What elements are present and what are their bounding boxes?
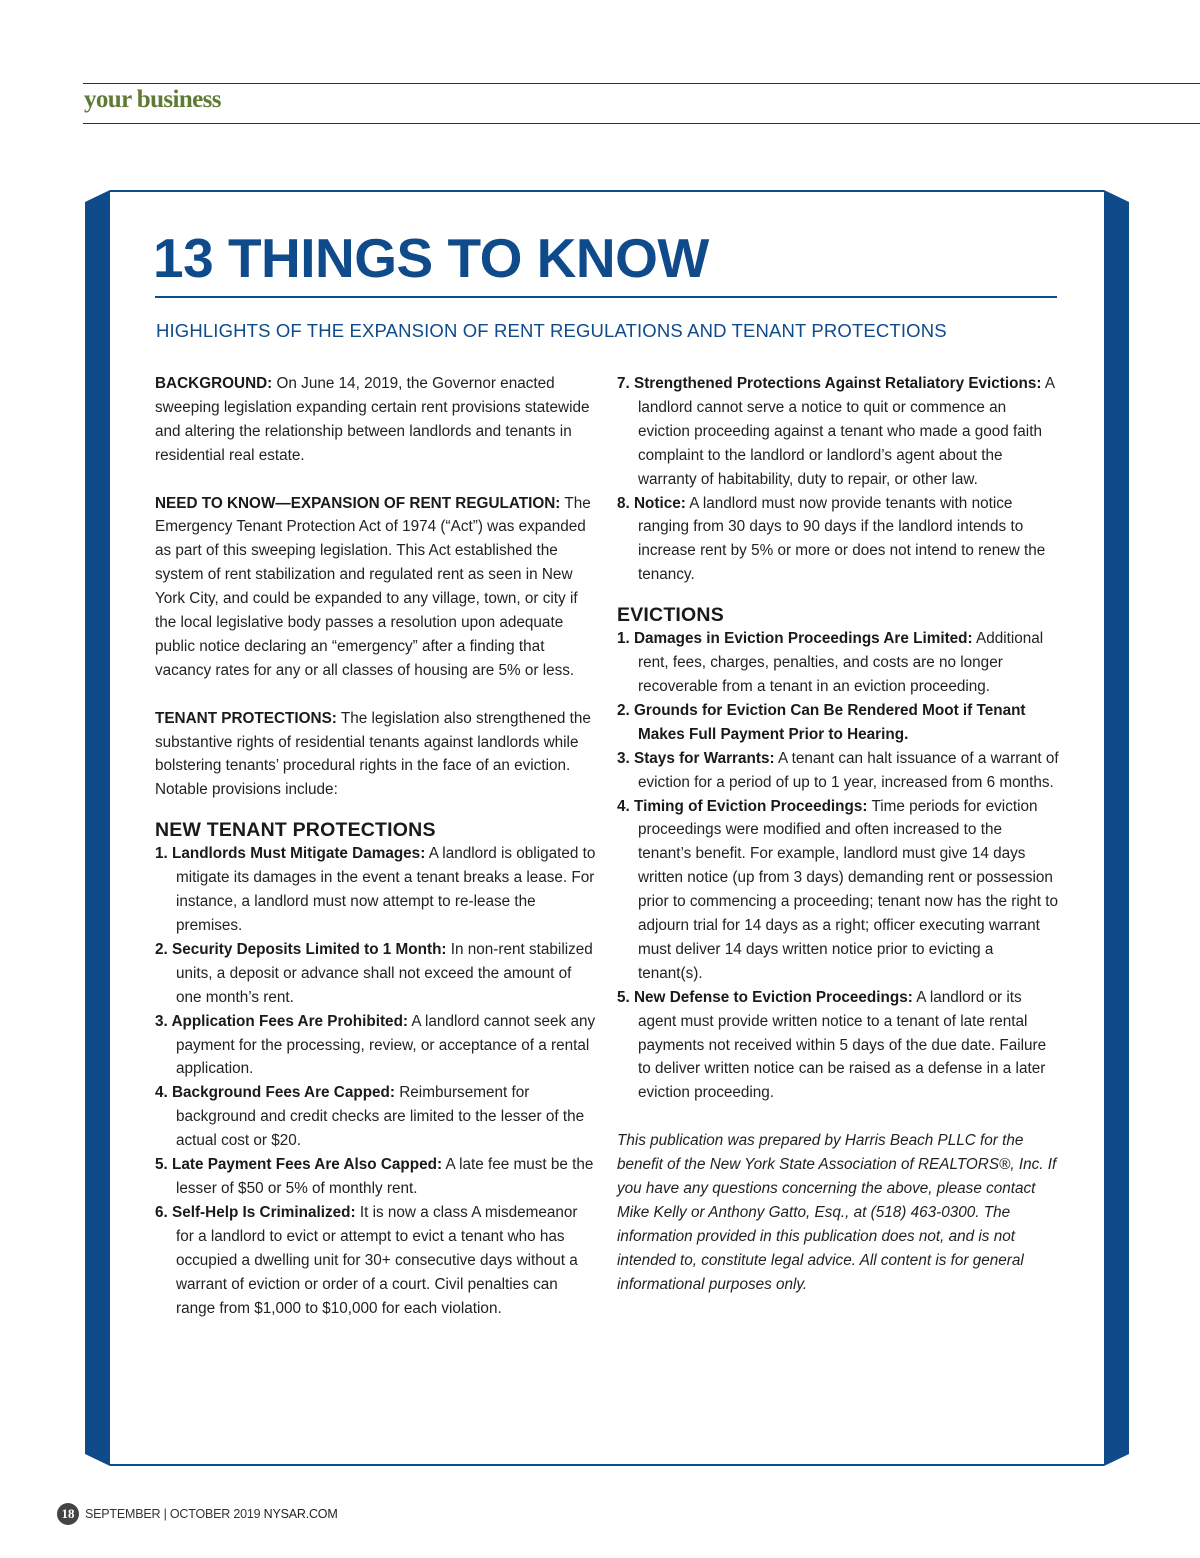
header-rule-top bbox=[83, 83, 1200, 84]
list-item-label: 2. Grounds for Eviction Can Be Rendered Moot if Tenant Makes Full Payment Prior to Hearing. bbox=[617, 701, 1026, 743]
list-item bbox=[617, 372, 1059, 492]
list-item-text: A landlord cannot serve a notice to quit or commence an eviction proceeding against a tenant who made a good faith complaint to the landlord or landlord’s agent about the warranty of habitability, duty to repair, or other law. bbox=[638, 375, 1055, 488]
list-item-label: 6. Self-Help Is Criminalized: bbox=[155, 1203, 356, 1221]
header-rule-bottom bbox=[83, 123, 1200, 124]
list-item bbox=[155, 1081, 597, 1153]
list-item-label: 1. Landlords Must Mitigate Damages: bbox=[155, 845, 426, 863]
page-number: 18 bbox=[57, 1503, 79, 1525]
disclaimer-note: This publication was prepared by Harris Beach PLLC for the benefit of the New York State Association of REALTORS®, Inc. If you have any questions concerning the above, please contact Mike Kelly or Anthony Gatto, Esq., at (518) 463-0300. The information provided in this publication does not, and is not intended to, constitute legal advice. All content is for general informational purposes only. bbox=[617, 1132, 1057, 1293]
list-item-label: 3. Application Fees Are Prohibited: bbox=[155, 1012, 409, 1030]
title-rule bbox=[155, 296, 1057, 298]
section-label: your business bbox=[84, 86, 221, 113]
list-item bbox=[155, 938, 597, 1010]
list-item-text: Reimbursement for background and credit checks are limited to the lesser of the actual cost or $20. bbox=[176, 1084, 585, 1150]
list-item-text: A landlord cannot seek any payment for the processing, review, or acceptance of a rental application. bbox=[176, 1012, 596, 1078]
list-item-text: Time periods for eviction proceedings were modified and often increased to the tenant’s benefit. For example, landlord must give 14 days written notice (up from 3 days) demanding rent or possession prior to commencing a proceeding; tenant now has the right to adjourn trial for 14 days as a right; officer executing warrant must deliver 14 days written notice prior to evicting a tenant(s). bbox=[638, 797, 1059, 982]
footer-text bbox=[85, 1507, 338, 1521]
list-item bbox=[155, 1010, 597, 1082]
need-to-know-text: The Emergency Tenant Protection Act of 1974 (“Act”) was expanded as part of this sweeping legislation. This Act established the system of rent stabilization and regulated rent as seen in New York City, and could be expanded to any village, town, or city if the local legislative body passes a resolution upon adequate public notice declaring an “emergency” after a finding that vacancy rates for any or all classes of housing are 5% or less. bbox=[155, 494, 591, 679]
list-item-label: 5. New Defense to Eviction Proceedings: bbox=[617, 988, 913, 1006]
list-item-label: 4. Background Fees Are Capped: bbox=[155, 1084, 395, 1102]
list-item-label: 4. Timing of Eviction Proceedings: bbox=[617, 797, 868, 815]
need-to-know-paragraph bbox=[155, 492, 597, 683]
new-tenant-protections-heading: NEW TENANT PROTECTIONS bbox=[155, 819, 436, 842]
list-item bbox=[617, 747, 1059, 795]
list-item-text: A tenant can halt issuance of a warrant of eviction for a period of up to 1 year, increased from 6 months. bbox=[638, 749, 1059, 791]
list-item bbox=[617, 699, 1059, 747]
evictions-heading: EVICTIONS bbox=[617, 604, 724, 627]
need-to-know-label: NEED TO KNOW—EXPANSION OF RENT REGULATION: bbox=[155, 494, 561, 512]
list-item-label: 5. Late Payment Fees Are Also Capped: bbox=[155, 1156, 443, 1174]
list-item bbox=[617, 492, 1059, 588]
list-item bbox=[617, 986, 1059, 1106]
background-paragraph bbox=[155, 372, 597, 468]
list-item-text: A landlord must now provide tenants with notice ranging from 30 days to 90 days if the landlord intends to increase rent by 5% or more or does not intend to renew the tenancy. bbox=[638, 494, 1046, 584]
page-subtitle: HIGHLIGHTS OF THE EXPANSION OF RENT REGULATIONS AND TENANT PROTECTIONS bbox=[156, 320, 947, 341]
list-item-text: A landlord is obligated to mitigate its damages in the event a tenant breaks a lease. For instance, a landlord must now attempt to re-lease the premises. bbox=[176, 845, 596, 934]
issue-date: SEPTEMBER | OCTOBER 2019 bbox=[85, 1507, 261, 1521]
list-item-text: In non-rent stabilized units, a deposit or advance shall not exceed the amount of one month’s rent. bbox=[176, 940, 593, 1006]
background-text: On June 14, 2019, the Governor enacted sweeping legislation expanding certain rent provisions statewide and altering the relationship between landlords and tenants in residential real estate. bbox=[155, 375, 590, 464]
list-item-label: 2. Security Deposits Limited to 1 Month: bbox=[155, 940, 447, 958]
tenant-protections-text: The legislation also strengthened the substantive rights of residential tenants against landlords while bolstering tenants’ procedural rights in the face of an eviction. Notable provisions include: bbox=[155, 709, 591, 799]
right-column bbox=[617, 372, 1059, 1297]
list-item-label: 3. Stays for Warrants: bbox=[617, 749, 775, 767]
list-item bbox=[155, 1153, 597, 1201]
card-right-bar bbox=[1104, 190, 1129, 1466]
list-item-label: 1. Damages in Eviction Proceedings Are Limited: bbox=[617, 630, 973, 648]
list-item-text: A landlord or its agent must provide written notice to a tenant of late rental payments not received within 5 days of the due date. Failure to deliver written notice can be raised as a defense in a later eviction proceeding. bbox=[638, 988, 1047, 1102]
page-footer bbox=[57, 1502, 338, 1526]
tenant-protections-label: TENANT PROTECTIONS: bbox=[155, 709, 337, 727]
list-item-label: 8. Notice: bbox=[617, 494, 686, 512]
page-title: 13 THINGS TO KNOW bbox=[153, 227, 709, 289]
list-item bbox=[617, 795, 1059, 986]
card-left-bar bbox=[85, 190, 110, 1466]
background-label: BACKGROUND: bbox=[155, 375, 273, 392]
list-item-text: It is now a class A misdemeanor for a landlord to evict or attempt to evict a tenant who has occupied a dwelling unit for 30+ consecutive days without a warrant of eviction or order of a court. Civil penalties can range from $1,000 to $10,000 for each violation. bbox=[176, 1203, 578, 1317]
list-item bbox=[617, 627, 1059, 699]
left-column bbox=[155, 372, 597, 1320]
tenant-protections-paragraph bbox=[155, 707, 597, 803]
list-item-label: 7. Strengthened Protections Against Retaliatory Evictions: bbox=[617, 375, 1042, 392]
list-item-text: Additional rent, fees, charges, penalties, and costs are no longer recoverable from a tenant in an eviction proceeding. bbox=[638, 630, 1044, 695]
list-item-text: A late fee must be the lesser of $50 or 5% of monthly rent. bbox=[176, 1156, 594, 1197]
website: NYSAR.COM bbox=[263, 1507, 338, 1521]
list-item bbox=[155, 1201, 597, 1321]
list-item bbox=[155, 842, 597, 938]
